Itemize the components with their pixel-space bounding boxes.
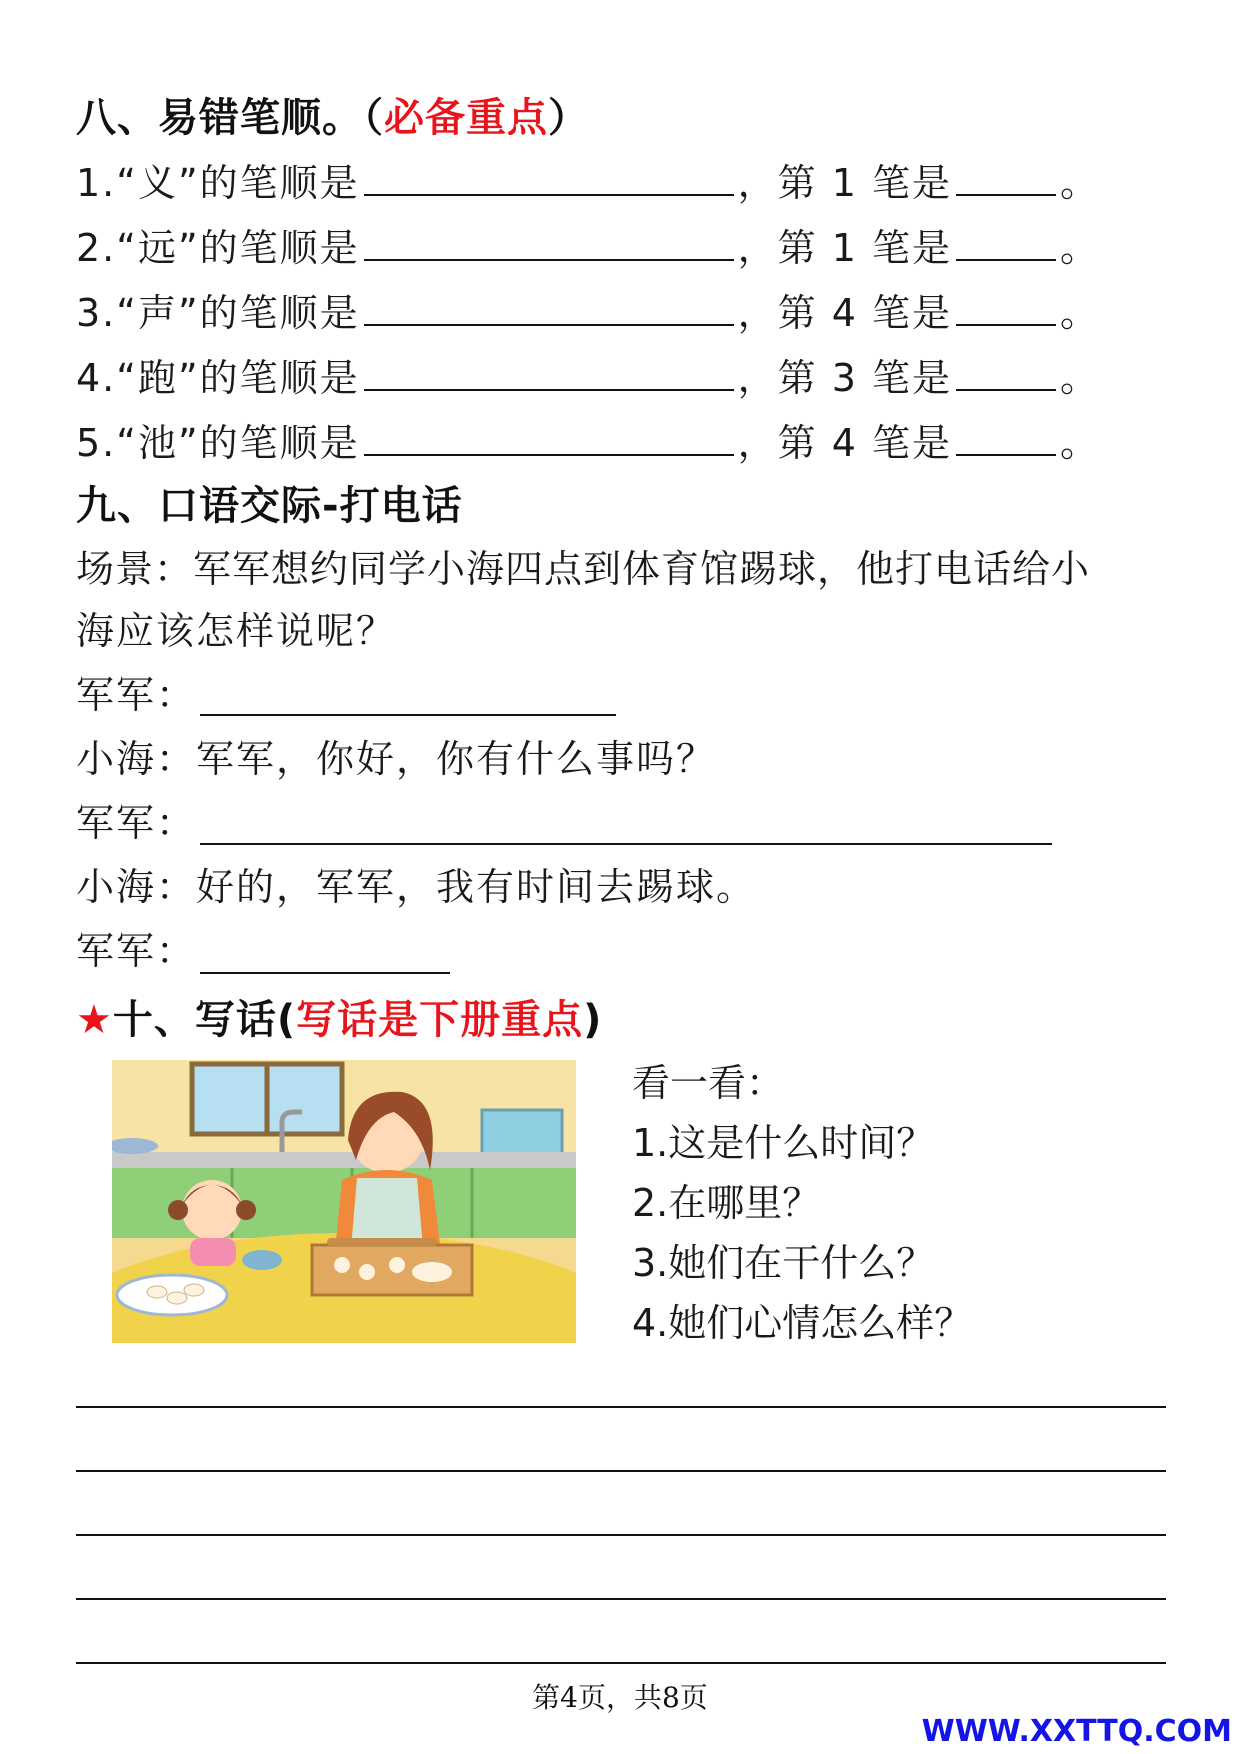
dialog-speaker: 军军： xyxy=(76,673,197,717)
answer-blank[interactable] xyxy=(956,223,1056,261)
writing-line[interactable] xyxy=(76,1598,1166,1600)
stroke-item-middle: ，第 3 笔是 xyxy=(737,356,952,400)
stroke-item-middle: ，第 4 笔是 xyxy=(737,291,952,335)
answer-blank[interactable] xyxy=(956,418,1056,456)
stroke-item-4 xyxy=(76,347,1100,402)
section9-heading: 九、口语交际-打电话 xyxy=(76,483,463,529)
stroke-item-prefix: 1.“义”的笔顺是 xyxy=(76,161,360,205)
section8-close: ） xyxy=(548,95,589,141)
dialog-answer-blank[interactable] xyxy=(200,843,1052,845)
answer-blank[interactable] xyxy=(364,158,734,196)
section10-heading xyxy=(76,988,602,1045)
dialog-answer-blank[interactable] xyxy=(200,972,450,974)
answer-blank[interactable] xyxy=(956,158,1056,196)
answer-blank[interactable] xyxy=(364,418,734,456)
dialog-line-4 xyxy=(76,856,756,911)
section8-heading xyxy=(76,86,589,143)
writing-line[interactable] xyxy=(76,1470,1166,1472)
dialog-speaker: 军军： xyxy=(76,929,197,973)
question-1: 1.这是什么时间？ xyxy=(632,1121,935,1165)
dialog-line-3 xyxy=(76,792,196,847)
dialog-text: 军军，你好，你有什么事吗？ xyxy=(196,737,717,781)
stroke-item-middle: ，第 1 笔是 xyxy=(737,226,952,270)
answer-blank[interactable] xyxy=(364,353,734,391)
stroke-item-end: 。 xyxy=(1059,291,1100,335)
stroke-item-prefix: 2.“远”的笔顺是 xyxy=(76,226,360,270)
stroke-item-middle: ，第 1 笔是 xyxy=(737,161,952,205)
answer-blank[interactable] xyxy=(364,288,734,326)
answer-blank[interactable] xyxy=(956,288,1056,326)
question-2: 2.在哪里？ xyxy=(632,1181,821,1225)
question-4: 4.她们心情怎么样？ xyxy=(632,1301,973,1345)
section10-close: ) xyxy=(583,997,603,1043)
dialog-line-5 xyxy=(76,920,196,975)
stroke-item-end: 。 xyxy=(1059,421,1100,465)
prompt-title: 看一看： xyxy=(632,1061,785,1105)
stroke-item-end: 。 xyxy=(1059,356,1100,400)
answer-blank[interactable] xyxy=(364,223,734,261)
scene-line-2: 海应该怎样说呢？ xyxy=(76,609,397,653)
dialog-text: 好的，军军，我有时间去踢球。 xyxy=(196,865,757,909)
stroke-item-5 xyxy=(76,412,1100,467)
page-footer: 第4页，共8页 xyxy=(532,1681,708,1714)
section10-title: 十、写话( xyxy=(112,997,297,1043)
question-3: 3.她们在干什么？ xyxy=(632,1241,935,1285)
section8-highlight: 必备重点 xyxy=(384,95,548,141)
star-icon: ★ xyxy=(76,997,113,1043)
stroke-item-prefix: 4.“跑”的笔顺是 xyxy=(76,356,360,400)
dialog-speaker: 小海： xyxy=(76,737,197,781)
kitchen-illustration xyxy=(112,1060,576,1343)
stroke-item-middle: ，第 4 笔是 xyxy=(737,421,952,465)
dialog-speaker: 小海： xyxy=(76,865,197,909)
writing-line[interactable] xyxy=(76,1662,1166,1664)
stroke-item-end: 。 xyxy=(1059,226,1100,270)
dialog-answer-blank[interactable] xyxy=(200,714,616,716)
stroke-item-end: 。 xyxy=(1059,161,1100,205)
dialog-line-2 xyxy=(76,728,716,783)
section8-title: 八、易错笔顺。（ xyxy=(76,95,384,141)
dialog-line-1 xyxy=(76,664,196,719)
stroke-item-2 xyxy=(76,217,1100,272)
dialog-speaker: 军军： xyxy=(76,801,197,845)
stroke-item-prefix: 5.“池”的笔顺是 xyxy=(76,421,360,465)
answer-blank[interactable] xyxy=(956,353,1056,391)
stroke-item-prefix: 3.“声”的笔顺是 xyxy=(76,291,360,335)
section10-highlight: 写话是下册重点 xyxy=(296,997,584,1043)
scene-line-1: 场景：军军想约同学小海四点到体育馆踢球，他打电话给小 xyxy=(76,547,1091,591)
writing-line[interactable] xyxy=(76,1534,1166,1536)
stroke-item-3 xyxy=(76,282,1100,337)
writing-line[interactable] xyxy=(76,1406,1166,1408)
stroke-item-1 xyxy=(76,152,1100,207)
site-watermark: WWW.XXTTQ.COM xyxy=(921,1714,1232,1749)
